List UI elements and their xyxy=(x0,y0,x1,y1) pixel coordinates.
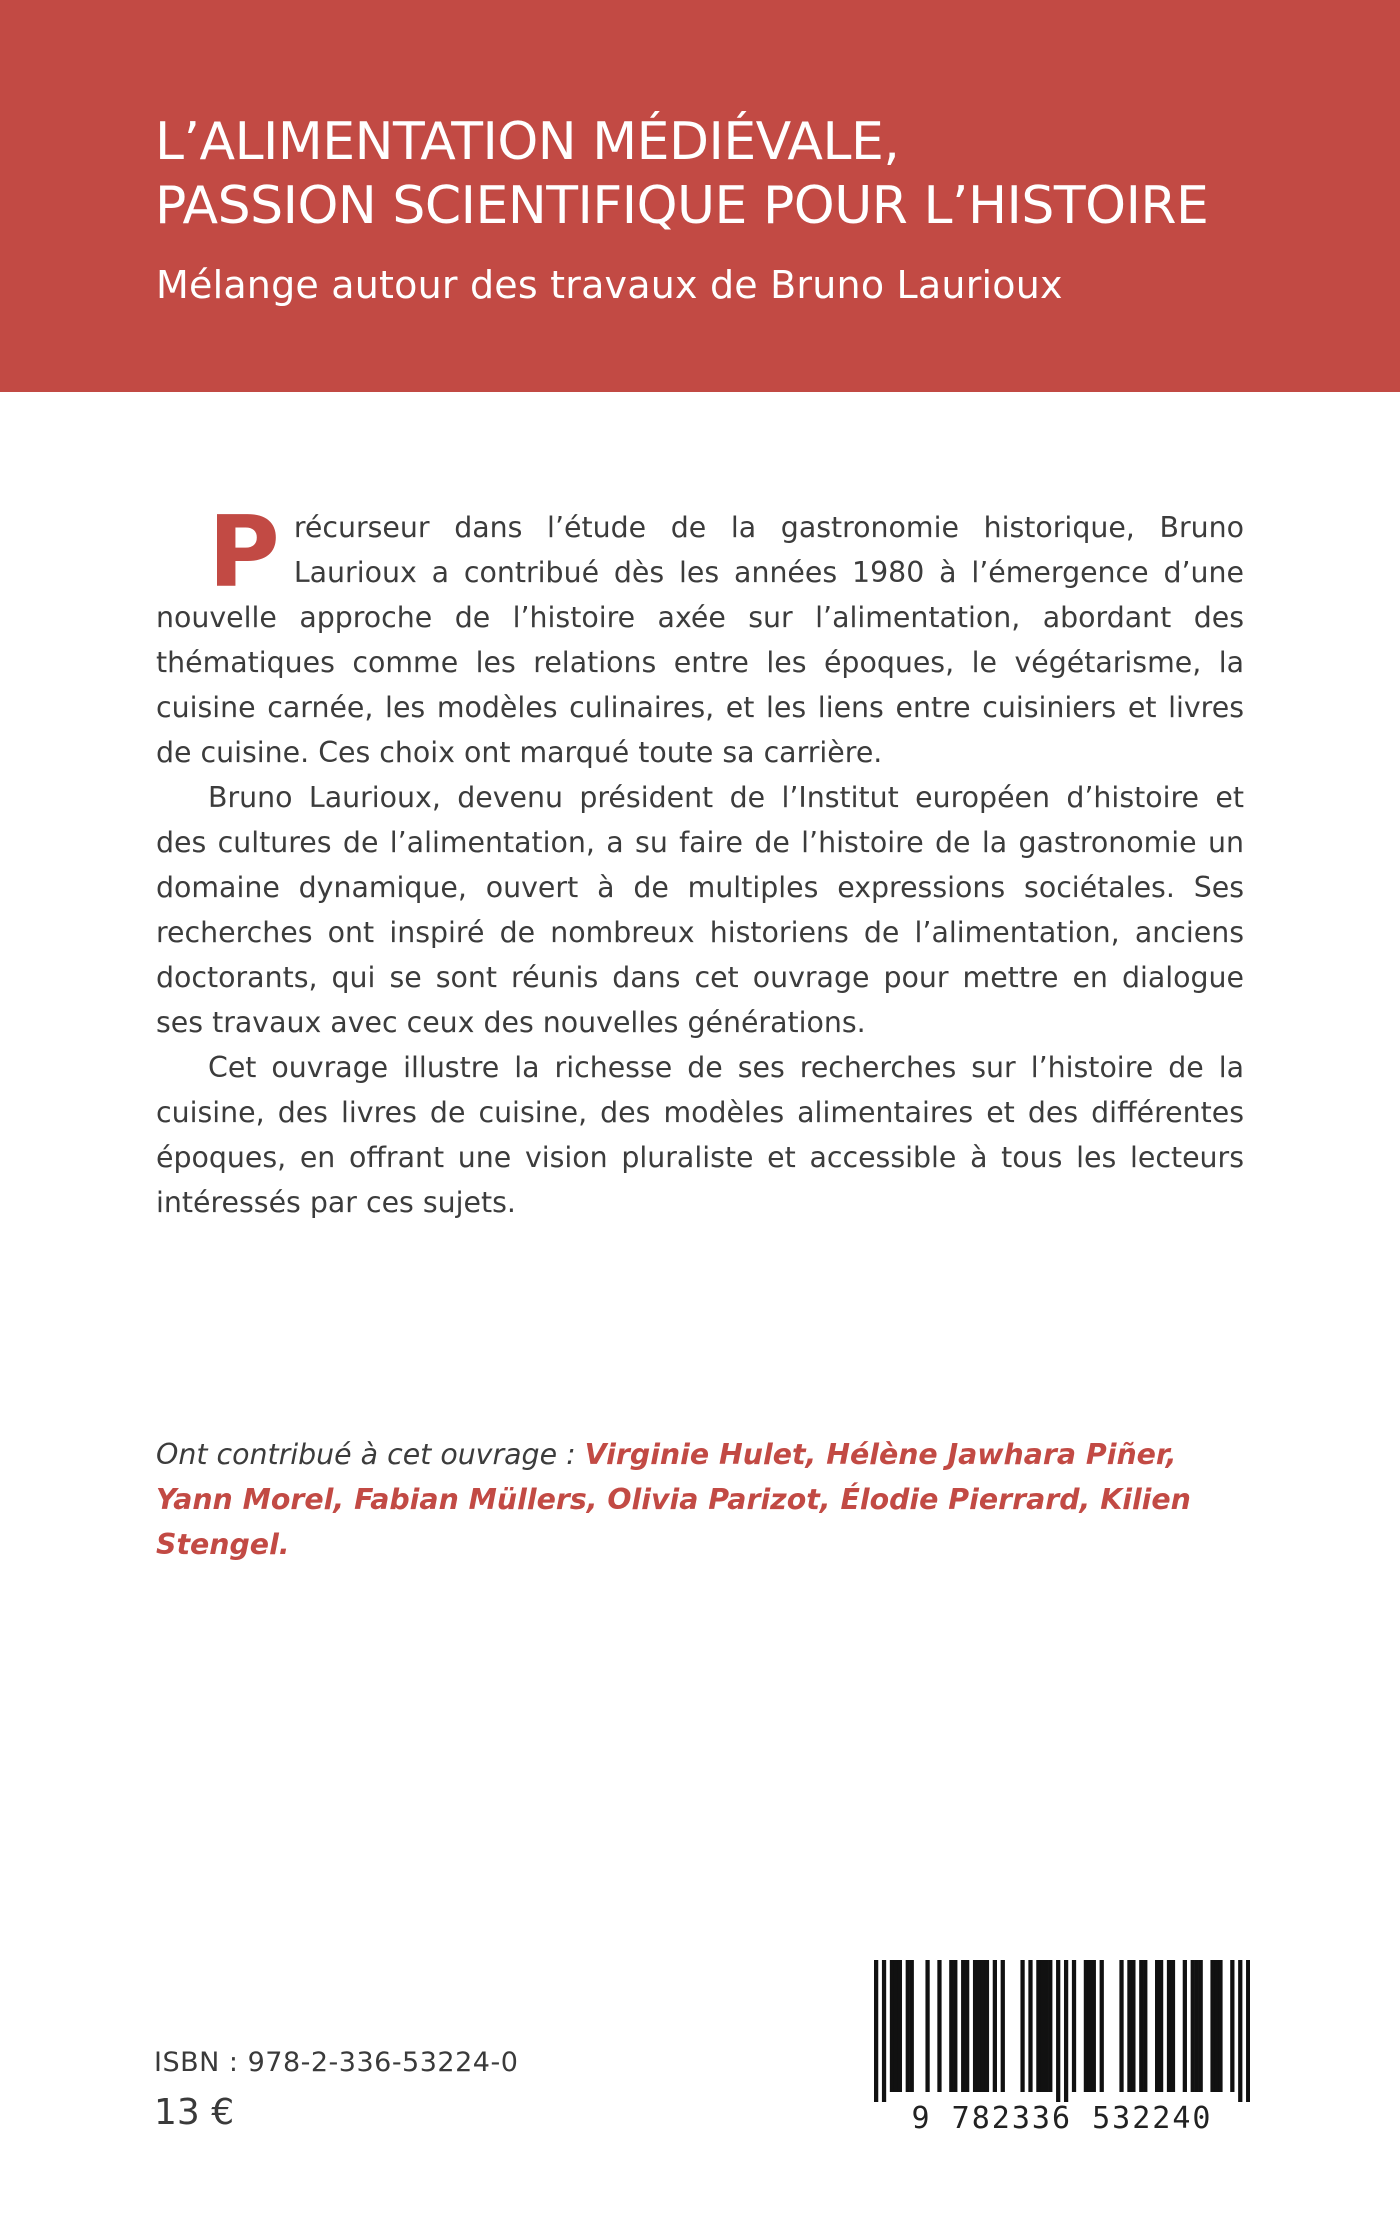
barcode-bar xyxy=(1230,1960,1234,2092)
contributors-names: Virginie Hulet, Hélène Jawhara Piñer, Yann Morel, Fabian Müllers, Olivia Parizot, Élodie Pierrard, Kilien Stengel. xyxy=(156,1438,1191,1561)
contributors xyxy=(156,1432,1244,1567)
barcode-bar xyxy=(1092,1960,1096,2092)
price: 13 € xyxy=(154,2092,235,2133)
drop-cap: P xyxy=(208,496,280,610)
barcode-bar xyxy=(1183,1960,1187,2092)
barcode-bar xyxy=(906,1960,910,2092)
barcode-bar xyxy=(1195,1960,1199,2092)
barcode-bar xyxy=(1084,1960,1088,2092)
barcode-bar xyxy=(1119,1960,1123,2092)
barcode-bar xyxy=(949,1960,953,2092)
barcode-bar xyxy=(894,1960,898,2092)
barcode-bar xyxy=(1001,1960,1005,2092)
barcode-bar xyxy=(1155,1960,1159,2092)
blurb-paragraph-1 xyxy=(156,496,1244,775)
book-subtitle: Mélange autour des travaux de Bruno Laurioux xyxy=(156,263,1063,307)
barcode-bar xyxy=(1139,1960,1143,2092)
barcode-bar xyxy=(1088,1960,1092,2092)
barcode-bar xyxy=(981,1960,985,2092)
barcode-bar xyxy=(1199,1960,1203,2092)
barcode-bar xyxy=(1072,1960,1076,2092)
barcode-guard-bar xyxy=(1064,1960,1068,2102)
barcode-bar xyxy=(1171,1960,1175,2092)
barcode-guard-bar xyxy=(1056,1960,1060,2102)
barcode-bar xyxy=(1214,1960,1218,2092)
barcode-bar xyxy=(1159,1960,1163,2092)
blurb-paragraph-2: Bruno Laurioux, devenu président de l’Institut européen d’histoire et des cultures de l’alimentation, a su faire de l’histoire de la gastronomie un domaine dynamique, ouvert à de multiples expressions sociétales. Ses recherches ont inspiré de nombreux historiens de l’alimentation, anciens doctorants, qui se sont réunis dans cet ouvrage pour mettre en dialogue ses travaux avec ceux des nouvelles générations. xyxy=(156,781,1244,1039)
barcode-bar xyxy=(1167,1960,1171,2092)
header-band xyxy=(0,0,1400,392)
book-title xyxy=(155,110,1305,238)
isbn: ISBN : 978-2-336-53224-0 xyxy=(154,2047,519,2078)
barcode-bar xyxy=(1048,1960,1052,2092)
book-title-line-2: PASSION SCIENTIFIQUE POUR L’HISTOIRE xyxy=(155,176,1209,236)
barcode-bar xyxy=(937,1960,941,2092)
barcode-bar xyxy=(1210,1960,1214,2092)
barcode-bar xyxy=(898,1960,902,2092)
barcode-digits: 9 782336 532240 xyxy=(911,2101,1213,2136)
barcode-guard-bar xyxy=(882,1960,886,2102)
barcode-bar xyxy=(965,1960,969,2092)
barcode-bar xyxy=(925,1960,929,2092)
blurb-paragraph-1-text: récurseur dans l’étude de la gastronomie historique, Bruno Laurioux a contribué dès les années 1980 à l’émergence d’une nouvelle approche de l’histoire axée sur l’alimentation, abordant des thématiques comme les relations entre les époques, le végétarisme, la cuisine carnée, les modèles culinaires, et les liens entre cuisiniers et livres de cuisine. Ces choix ont marqué toute sa carrière. xyxy=(156,511,1244,769)
barcode-bars xyxy=(874,1960,1250,2102)
barcode-guard-bar xyxy=(1246,1960,1250,2102)
barcode-bar xyxy=(977,1960,981,2092)
barcode-guard-bar xyxy=(1238,1960,1242,2102)
barcode-bar xyxy=(1040,1960,1044,2092)
barcode-bar xyxy=(1131,1960,1135,2092)
barcode-bar xyxy=(1100,1960,1104,2092)
barcode-bar xyxy=(910,1960,914,2092)
barcode-bar xyxy=(1036,1960,1040,2092)
barcode-bar xyxy=(1044,1960,1048,2092)
contributors-intro: Ont contribué à cet ouvrage : xyxy=(156,1438,585,1471)
barcode-bar xyxy=(993,1960,997,2092)
blurb-paragraph-3: Cet ouvrage illustre la richesse de ses recherches sur l’histoire de la cuisine, des livres de cuisine, des modèles alimentaires et des différentes époques, en offrant une vision pluraliste et accessible à tous les lecteurs intéressés par ces sujets. xyxy=(156,1051,1244,1219)
barcode-bar xyxy=(1143,1960,1147,2092)
barcode-bar xyxy=(953,1960,957,2092)
barcode-guard-bar xyxy=(874,1960,878,2102)
barcode-bar xyxy=(1218,1960,1222,2092)
barcode-bar xyxy=(1020,1960,1024,2092)
barcode-bar xyxy=(1028,1960,1032,2092)
barcode-bar xyxy=(961,1960,965,2092)
back-cover-blurb xyxy=(156,496,1244,1225)
barcode-bar xyxy=(1127,1960,1131,2092)
barcode-bar xyxy=(985,1960,989,2092)
book-title-line-1: L’ALIMENTATION MÉDIÉVALE, xyxy=(155,112,900,172)
barcode-bar xyxy=(890,1960,894,2092)
barcode-bar xyxy=(973,1960,977,2092)
barcode-bar xyxy=(1191,1960,1195,2092)
